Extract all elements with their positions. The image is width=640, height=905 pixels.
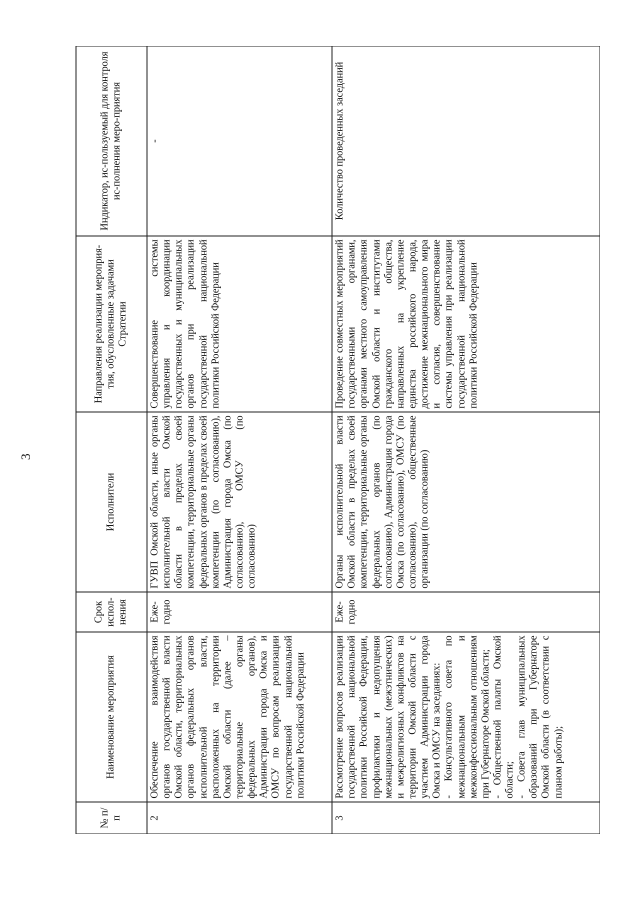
header-executors: Исполнители [76,412,147,592]
row-term: Еже-годно [147,592,332,632]
table-row [147,46,332,834]
header-direction: Направления реализации мероприя-тия, обусловленные задачами Стратегии [76,236,147,412]
header-num: № п/п [76,802,147,834]
row-name-item: - Консультативного совета по межнациональным и межконфессиональным отношениям при Губернаторе Омской области; [443,635,491,798]
page-number: 3 [18,453,33,460]
header-term: Срок испол-нения [76,592,147,632]
table-row [332,46,600,834]
row-executors: ГУВП Омской области, иные органы исполнительной власти Омской области в пределах своей компетенции, территориальные органы федеральных органов в пределах своей компетенции (по согласованию), Администрация города Омска (по согласованию), ОМСУ (по согласованию) [147,412,332,592]
header-indicator: Индикатор, ис-пользуемый для контроля ис-полнения меро-приятия [76,46,147,236]
row-direction: Совершенствование системы управления и координации государственных и муниципальных органов при реализации государственной национальной политики Российской Федерации [147,236,332,412]
row-indicator: - [147,46,332,236]
landscape-sheet [75,46,600,834]
row-name-item: - Общественной палаты Омской области; [491,635,516,798]
row-executors: Органы исполнительной власти Омской области в пределах своей компетенции, территориальные органы федеральных органов (по согласованию), Администрация города Омска (по согласованию), ОМСУ (по согласованию), общественные организации (по согласованию) [332,412,600,592]
table-header-row [76,46,147,834]
row-term: Еже-годно [332,592,600,632]
row-direction: Проведение совместных мероприятий государственными органами, органами местного самоуправления Омской области и институтами гражданского общества, направленных на укрепление единства российского народа, достижение межнационального мира и согласия, совершенствование системы управления при реализации государственной национальной политики Российской Федерации [332,236,600,412]
header-name: Наименование мероприятия [76,632,147,802]
row-num: 2 [147,802,332,834]
row-name: Обеспечение взаимодействия органов государственной власти Омской области, территориальных органов федеральных органов исполнительной власти, расположенных на территории Омской области (далее – территориальные органы федеральных органов), Администрации города Омска и ОМСУ по вопросам реализации государственной национальной политики Российской Федерации [147,632,332,802]
row-name [332,632,600,802]
row-name-item: - Совета глав муниципальных образований при Губернаторе Омской области (в соответствии с планом работы); [516,635,564,798]
row-num: 3 [332,802,600,834]
row-indicator: Количество проведенных заседаний [332,46,600,236]
measures-table [75,46,600,834]
row-name-intro: Рассмотрение вопросов реализации государственной национальной политики Российской Федерации, профилактики и недопущения межнациональных (межэтнических) и межрелигиозных конфликтов на территории Омской области с участием Администрации города Омска и ОМСУ на заседаниях: [334,635,443,798]
document-page [75,46,600,834]
